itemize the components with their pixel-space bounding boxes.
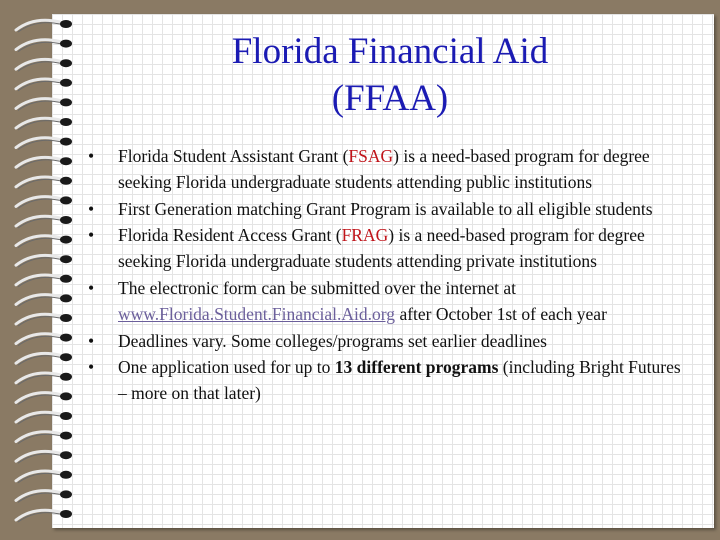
- bullet-first-generation: • First Generation matching Grant Program is available to all eligible students: [84, 197, 684, 223]
- binding-ring: [16, 98, 72, 110]
- bullet-marker: •: [88, 146, 95, 166]
- bullet-frag: • Florida Resident Access Grant (FRAG) is a need-based program for degree seeking Florida undergraduate students attending private institutions: [88, 225, 645, 272]
- binding-ring: [16, 432, 72, 444]
- bullet-deadlines: • Deadlines vary. Some colleges/programs set earlier deadlines: [84, 329, 684, 355]
- binding-ring: [16, 236, 72, 248]
- binding-ring: [16, 490, 72, 502]
- binding-ring: [16, 451, 72, 463]
- binding-ring: [16, 177, 72, 189]
- bullet-marker: •: [88, 357, 95, 378]
- binding-ring: [16, 314, 72, 326]
- binding-ring: [16, 196, 72, 208]
- spiral-binding: [14, 14, 84, 528]
- bullet-marker: •: [88, 225, 95, 246]
- binding-ring: [16, 138, 72, 150]
- bullet-list: [84, 144, 684, 408]
- binding-ring: [16, 353, 72, 365]
- bullet-marker: •: [88, 277, 95, 298]
- binding-ring: [16, 59, 72, 71]
- program-count: 13 different programs: [334, 357, 499, 378]
- binding-ring: [16, 157, 72, 169]
- binding-ring: [16, 471, 72, 483]
- binding-ring: [16, 275, 72, 287]
- bullet-marker: •: [88, 330, 95, 351]
- binding-ring: [16, 294, 72, 306]
- binding-ring: [16, 216, 72, 228]
- binding-ring: [16, 373, 72, 385]
- binding-ring: [16, 412, 72, 424]
- binding-ring: [16, 79, 72, 91]
- binding-ring: [16, 40, 72, 52]
- binding-ring: [16, 118, 72, 130]
- binding-ring: [16, 510, 72, 522]
- financial-aid-website-link[interactable]: www.Florida.Student.Financial.Aid.org: [118, 303, 396, 324]
- title-line-2: (FFAA): [331, 78, 449, 119]
- bullet-one-application: • One application used for up to 13 different programs (including Bright Futures – more on that later): [88, 357, 681, 404]
- bullet-marker: •: [88, 198, 95, 219]
- bullet-electronic-form: • The electronic form can be submitted over the internet at www.Florida.Student.Financial.Aid.org after October 1st of each year: [88, 277, 607, 324]
- title-line-1: Florida Financial Aid: [231, 31, 549, 72]
- binding-ring: [16, 255, 72, 267]
- frag-acronym: FRAG: [341, 225, 389, 246]
- binding-ring: [16, 334, 72, 346]
- fsag-acronym: FSAG: [348, 146, 394, 166]
- slide-title: [100, 28, 680, 122]
- bullet-fsag: • Florida Student Assistant Grant (FSAG) is a need-based program for degree seeking Florida undergraduate students attending public institutions: [88, 146, 650, 192]
- binding-ring: [16, 392, 72, 404]
- binding-ring: [16, 20, 72, 32]
